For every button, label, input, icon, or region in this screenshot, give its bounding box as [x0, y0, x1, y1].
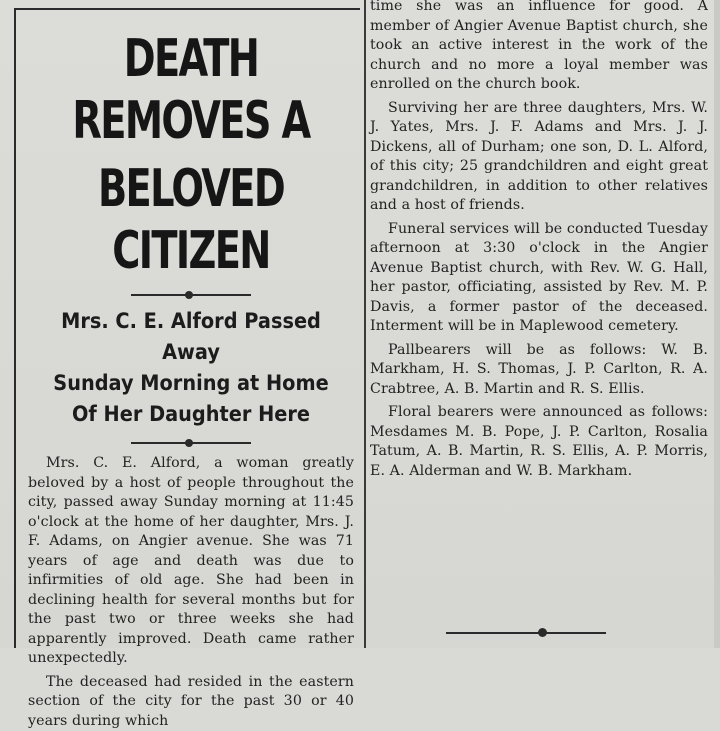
article-paragraph: Pallbearers will be as follows: W. B. Markham, H. S. Thomas, J. P. Carlton, R. A. Crabtree, A. B. Martin and R. S. Ellis.: [370, 341, 708, 400]
article-paragraph: time she was an influence for good. A member of Angier Avenue Baptist church, she took an active interest in the work of the church and no more a loyal member was enrolled on the church book.: [370, 0, 708, 95]
subheadline-line-3: Of Her Daughter Here: [34, 399, 349, 430]
subheadline-line-2: Sunday Morning at Home: [34, 368, 349, 399]
article-paragraph: Mrs. C. E. Alford, a woman greatly beloved by a host of people throughout the city, passed away Sunday morning at 11:45 o'clock at the home of her daughter, Mrs. J. F. Adams, on Angier avenue. She was 71 years of age and death was due to infirmities of old age. She had been in declining health for several months but for the past two or three weeks she had apparently improved. Death came rather unexpectedly.: [28, 454, 354, 669]
left-column: [14, 8, 360, 648]
divider-dot: [185, 291, 193, 299]
page-edge: [714, 0, 720, 648]
article-paragraph: Surviving her are three daughters, Mrs. W. J. Yates, Mrs. J. F. Adams and Mrs. J. J. Dickens, all of Durham; one son, D. L. Alford, of this city; 25 grandchildren and eight great grandchildren, in addition to other relatives and a host of friends.: [370, 99, 708, 216]
divider-dot: [185, 439, 193, 447]
right-column: [368, 0, 712, 648]
headline-divider: [131, 288, 251, 302]
article-paragraph: The deceased had resided in the eastern section of the city for the past 30 or 40 years during which: [28, 673, 354, 731]
subheadline-divider: [131, 436, 251, 450]
subheadline-line-1: Mrs. C. E. Alford Passed Away: [34, 306, 349, 368]
right-article-body: [370, 0, 708, 481]
article-end-rule: [446, 632, 606, 634]
headline-line-2: BELOVED CITIZEN: [33, 158, 350, 282]
column-rule: [364, 0, 366, 648]
article-paragraph: Funeral services will be conducted Tuesday afternoon at 3:30 o'clock in the Angier Avenue Baptist church, with Rev. W. G. Hall, her pastor, officiating, assisted by Rev. M. P. Davis, a former pastor of the deceased. Interment will be in Maplewood cemetery.: [370, 220, 708, 337]
article-paragraph: Floral bearers were announced as follows: Mesdames M. B. Pope, J. P. Carlton, Rosalia Tatum, A. B. Martin, R. S. Ellis, A. P. Morris, E. A. Alderman and W. B. Markham.: [370, 403, 708, 481]
headline-line-1: DEATH REMOVES A: [33, 28, 350, 152]
article-end-dot: [538, 628, 547, 637]
left-article-body: [28, 454, 354, 731]
